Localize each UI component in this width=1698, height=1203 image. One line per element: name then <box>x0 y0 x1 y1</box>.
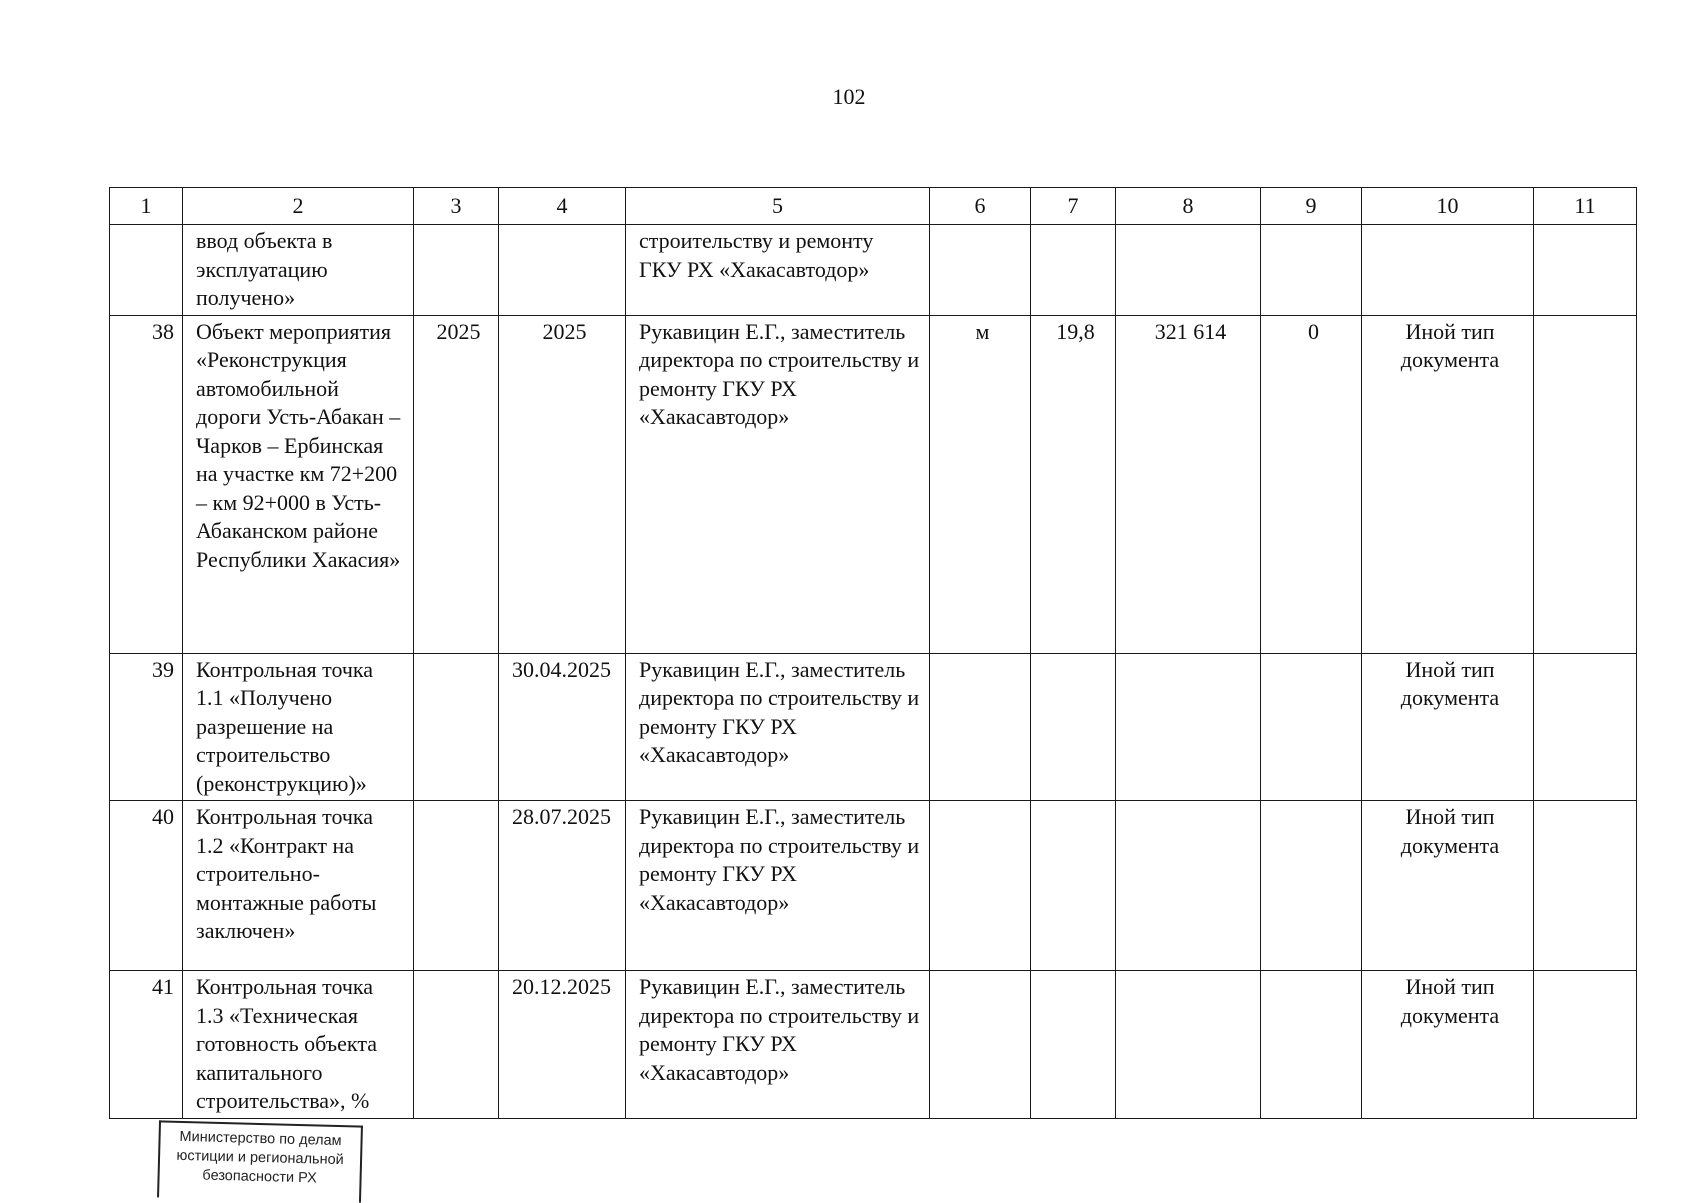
activity-name: Контрольная точка 1.1 «Получено разрешение на строительство (реконструкцию)» <box>183 653 414 801</box>
header-cell-6: 6 <box>930 188 1031 225</box>
column-11-value <box>1534 971 1637 1119</box>
responsible: Рукавицин Е.Г., заместитель директора по строительству и ремонту ГКУ РХ «Хакасавтодор» <box>626 801 930 971</box>
column-11-value <box>1534 653 1637 801</box>
end-date <box>499 225 626 316</box>
start-date <box>414 653 499 801</box>
end-date: 20.12.2025 <box>499 971 626 1119</box>
header-cell-2: 2 <box>183 188 414 225</box>
unit: м <box>930 315 1031 653</box>
table-row <box>110 971 1637 1119</box>
responsible: Рукавицин Е.Г., заместитель директора по строительству и ремонту ГКУ РХ «Хакасавтодор» <box>626 653 930 801</box>
header-cell-9: 9 <box>1261 188 1362 225</box>
column-11-value <box>1534 315 1637 653</box>
end-date: 30.04.2025 <box>499 653 626 801</box>
row-number: 39 <box>110 653 183 801</box>
unit <box>930 971 1031 1119</box>
value: 19,8 <box>1031 315 1116 653</box>
unit <box>930 653 1031 801</box>
column-9-value <box>1261 801 1362 971</box>
responsible: Рукавицин Е.Г., заместитель директора по строительству и ремонту ГКУ РХ «Хакасавтодор» <box>626 971 930 1119</box>
value <box>1031 971 1116 1119</box>
start-date: 2025 <box>414 315 499 653</box>
table-row <box>110 225 1637 316</box>
row-number: 41 <box>110 971 183 1119</box>
activity-name: Контрольная точка 1.2 «Контракт на строительно-монтажные работы заключен» <box>183 801 414 971</box>
value <box>1031 653 1116 801</box>
start-date <box>414 225 499 316</box>
document-type: Иной тип документа <box>1362 971 1534 1119</box>
activity-name: ввод объекта в эксплуатацию получено» <box>183 225 414 316</box>
amount: 321 614 <box>1116 315 1261 653</box>
column-11-value <box>1534 801 1637 971</box>
row-number: 40 <box>110 801 183 971</box>
header-row <box>110 188 1637 225</box>
header-cell-5: 5 <box>626 188 930 225</box>
activity-name: Объект мероприятия «Реконструкция автомобильной дороги Усть-Абакан – Чарков – Ербинская на участке км 72+200 – км 92+000 в Усть-Абаканском районе Республики Хакасия» <box>183 315 414 653</box>
header-cell-10: 10 <box>1362 188 1534 225</box>
column-9-value: 0 <box>1261 315 1362 653</box>
document-type: Иной тип документа <box>1362 315 1534 653</box>
stamp-line: безопасности РХ <box>202 1167 317 1187</box>
document-type <box>1362 225 1534 316</box>
amount <box>1116 225 1261 316</box>
value <box>1031 225 1116 316</box>
table-row <box>110 653 1637 801</box>
registration-stamp <box>157 1120 363 1202</box>
table-row <box>110 315 1637 653</box>
unit <box>930 801 1031 971</box>
header-cell-1: 1 <box>110 188 183 225</box>
column-11-value <box>1534 225 1637 316</box>
end-date: 28.07.2025 <box>499 801 626 971</box>
table-row <box>110 801 1637 971</box>
value <box>1031 801 1116 971</box>
amount <box>1116 801 1261 971</box>
header-cell-11: 11 <box>1534 188 1637 225</box>
header-cell-8: 8 <box>1116 188 1261 225</box>
column-9-value <box>1261 653 1362 801</box>
unit <box>930 225 1031 316</box>
responsible: Рукавицин Е.Г., заместитель директора по строительству и ремонту ГКУ РХ «Хакасавтодор» <box>626 315 930 653</box>
page-number: 102 <box>832 84 866 109</box>
row-number <box>110 225 183 316</box>
activity-name: Контрольная точка 1.3 «Техническая готовность объекта капитального строительства», % <box>183 971 414 1119</box>
header-cell-3: 3 <box>414 188 499 225</box>
header-cell-4: 4 <box>499 188 626 225</box>
column-9-value <box>1261 971 1362 1119</box>
stamp-line: Министерство по делам <box>179 1128 342 1150</box>
document-type: Иной тип документа <box>1362 801 1534 971</box>
document-type: Иной тип документа <box>1362 653 1534 801</box>
start-date <box>414 971 499 1119</box>
responsible: строительству и ремонту ГКУ РХ «Хакасавтодор» <box>626 225 930 316</box>
stamp-line: юстиции и региональной <box>176 1147 344 1169</box>
column-9-value <box>1261 225 1362 316</box>
amount <box>1116 971 1261 1119</box>
plan-table <box>109 187 1637 1119</box>
row-number: 38 <box>110 315 183 653</box>
header-cell-7: 7 <box>1031 188 1116 225</box>
start-date <box>414 801 499 971</box>
end-date: 2025 <box>499 315 626 653</box>
amount <box>1116 653 1261 801</box>
